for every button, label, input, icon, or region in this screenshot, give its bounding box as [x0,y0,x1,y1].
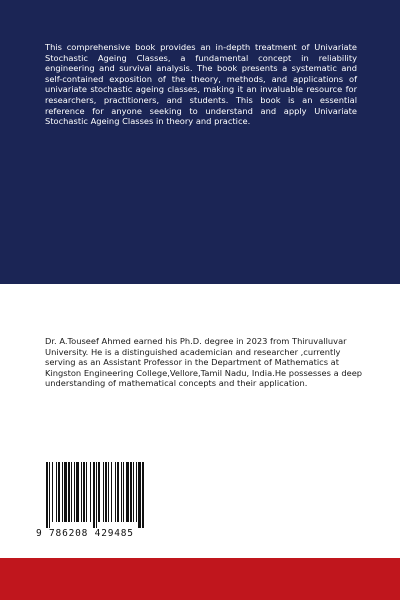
barcode-bar [49,462,50,528]
barcode-bar [46,462,48,528]
bottom-red-band [0,558,400,600]
barcode-bar [136,462,137,522]
barcode-bar [98,462,100,522]
barcode-bar [71,462,72,522]
barcode-bar [76,462,79,522]
barcode-icon [36,462,172,528]
barcode-bar [81,462,82,522]
isbn-number: 9 786208 429485 [36,528,134,539]
barcode-bar [105,462,107,522]
author-biography: Dr. A.Touseef Ahmed earned his Ph.D. degree in 2023 from Thiruvalluvar University. He is a distinguished academician and researcher ,currently serving as an Assistant Professor in the Department of Mathematics at Kingston Engineering College,Vellore,Tamil Nadu, India.He possesses a deep understanding of mathematical concepts and their application. [45,336,363,389]
barcode-bar [90,462,91,522]
barcode-bar [142,462,144,528]
barcode-bar [58,462,60,522]
barcode-bar [64,462,67,522]
barcode-bar [103,462,104,522]
barcode-bar [115,462,116,522]
barcode-bar [130,462,132,522]
barcode-bar [133,462,134,522]
barcode-bar [121,462,122,522]
barcode-bar [138,462,141,528]
barcode-bar [52,462,53,522]
barcode-bar [117,462,119,522]
barcode-bar [111,462,112,522]
barcode-bar [96,462,97,528]
barcode-bar [108,462,109,522]
barcode-bar [62,462,63,522]
barcode-bar [83,462,85,522]
barcode-bar [126,462,129,522]
book-description: This comprehensive book provides an in-depth treatment of Univariate Stochastic Ageing Classes, a fundamental concept in reliability engineering and survival analysis. The book presents a systematic and self-contained exposition of the theory, methods, and applications of univariate stochastic ageing classes, making it an invaluable resource for researchers, practitioners, and students. This book is an essential reference for anyone seeking to understand and apply Univariate Stochastic Ageing Classes in theory and practice. [45,42,357,127]
barcode-bar [86,462,87,522]
barcode-bar [123,462,124,522]
barcode-bar [68,462,70,522]
barcode-bar [74,462,75,522]
barcode-bar [56,462,57,522]
top-blue-panel [0,0,400,284]
barcode-bar [93,462,95,528]
